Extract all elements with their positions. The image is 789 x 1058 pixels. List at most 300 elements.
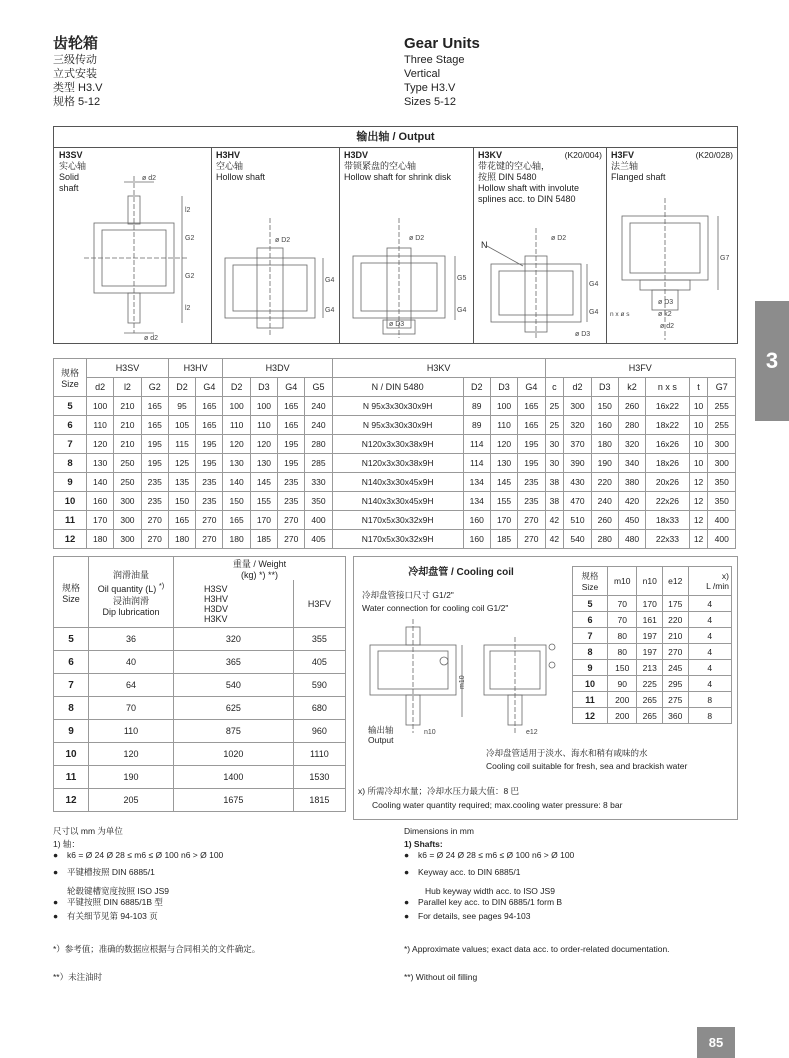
- page-title-cn: 齿轮箱: [53, 35, 99, 52]
- table-cell: 205: [89, 789, 174, 812]
- variant-en-2: splines acc. to DIN 5480: [478, 194, 576, 204]
- group-h3kv: H3KV: [332, 359, 545, 378]
- table-cell: 220: [591, 473, 618, 492]
- table-row: [573, 676, 732, 692]
- h3fv-drawing: [608, 192, 736, 342]
- page-number: 85: [697, 1027, 735, 1058]
- table-cell: 320: [564, 416, 591, 435]
- table-cell: 350: [305, 492, 332, 511]
- table-cell: 225: [637, 676, 663, 692]
- label-g2-top: G2: [185, 235, 195, 242]
- table-cell: 170: [250, 511, 277, 530]
- note-en: Cooling water quantity required; max.cooling water pressure: 8 bar: [372, 800, 623, 810]
- fn-en-b4: For details, see pages 94-103: [418, 911, 531, 921]
- table-cell: 150: [591, 397, 618, 416]
- table-row: [54, 720, 346, 743]
- table-cell: N120x3x30x38x9H: [332, 454, 463, 473]
- table-cell: 4: [688, 596, 731, 612]
- table-cell: 30: [545, 454, 564, 473]
- table-cell: 255: [708, 397, 736, 416]
- oil-note: *): [158, 580, 165, 590]
- note-cn: x) 所需冷却水量；冷却水压力最大值：8 巴: [358, 786, 520, 796]
- size-cell: 8: [573, 644, 608, 660]
- table-cell: 400: [708, 530, 736, 549]
- fn-cn-star2: **）未注油时: [53, 972, 103, 982]
- table-cell: 80: [608, 628, 637, 644]
- fn-en-b1: k6 = Ø 24 Ø 28 ≤ m6 ≤ Ø 100 n6 > Ø 100: [418, 850, 575, 860]
- table-row: [573, 628, 732, 644]
- table-cell: 540: [564, 530, 591, 549]
- table-cell: N140x3x30x45x9H: [332, 492, 463, 511]
- table-cell: 110: [87, 416, 114, 435]
- table-cell: 197: [637, 644, 663, 660]
- column-header: G5: [305, 378, 332, 397]
- table-cell: 210: [114, 416, 141, 435]
- table-cell: 150: [168, 492, 195, 511]
- table-cell: 420: [618, 492, 645, 511]
- table-cell: 265: [637, 708, 663, 724]
- table-cell: 405: [293, 651, 345, 674]
- table-cell: 165: [196, 416, 223, 435]
- oil-en: Oil quantity (L): [97, 583, 157, 594]
- table-cell: 405: [305, 530, 332, 549]
- table-cell: 185: [490, 530, 517, 549]
- fn-en-b3: Parallel key acc. to DIN 6885/1 form B: [418, 897, 563, 907]
- size-cell: 9: [573, 660, 608, 676]
- table-row: [54, 766, 346, 789]
- column-header: G7: [708, 378, 736, 397]
- fn-en-shaft-hdr: 1) Shafts:: [404, 839, 443, 849]
- table-cell: 100: [250, 397, 277, 416]
- table-cell: 300: [708, 435, 736, 454]
- variant-h3kv: [473, 148, 607, 343]
- variant-cn: 法兰轴: [611, 161, 639, 171]
- table-cell: 250: [114, 473, 141, 492]
- subtitle-cn-2: 立式安装: [53, 68, 97, 80]
- weight-body: [54, 628, 346, 812]
- table-cell: 235: [278, 473, 305, 492]
- table-row: [54, 674, 346, 697]
- table-cell: 165: [278, 416, 305, 435]
- variant-code: (K20/004): [564, 150, 602, 160]
- table-row: [54, 530, 736, 549]
- table-cell: 540: [174, 674, 294, 697]
- table-cell: 1110: [293, 743, 345, 766]
- label-D2: ø D2: [409, 235, 425, 242]
- weight-header: [174, 557, 346, 581]
- table-row: [54, 416, 736, 435]
- weight-title: 重量 / Weight: [232, 559, 287, 569]
- size-en: Size: [62, 593, 80, 604]
- table-cell: 160: [463, 530, 490, 549]
- col-b-header: H3FV: [293, 580, 345, 628]
- table-cell: 130: [87, 454, 114, 473]
- table-row: [54, 397, 736, 416]
- table-cell: 8: [688, 692, 731, 708]
- table-cell: 175: [663, 596, 689, 612]
- size-en: Size: [581, 582, 599, 592]
- size-cell: 5: [54, 628, 89, 651]
- variant-en-2: shaft: [59, 183, 79, 193]
- table-cell: 165: [141, 397, 168, 416]
- cooling-title: 冷却盘管 / Cooling coil: [408, 567, 514, 578]
- table-row: [54, 511, 736, 530]
- table-cell: 430: [564, 473, 591, 492]
- table-cell: 590: [293, 674, 345, 697]
- column-header: D3: [490, 378, 517, 397]
- table-cell: 40: [89, 651, 174, 674]
- variant-name: H3FV: [611, 150, 635, 160]
- table-cell: N140x3x30x45x9H: [332, 473, 463, 492]
- size-cell: 6: [54, 651, 89, 674]
- table-cell: 450: [618, 511, 645, 530]
- table-cell: 165: [518, 397, 545, 416]
- table-row: [573, 660, 732, 676]
- variant-name: H3DV: [344, 150, 369, 160]
- size-cell: 11: [573, 692, 608, 708]
- column-header: N / DIN 5480: [332, 378, 463, 397]
- output-section: [53, 126, 738, 344]
- table-cell: 200: [608, 692, 637, 708]
- label-g7: G7: [720, 255, 730, 262]
- table-cell: 270: [278, 511, 305, 530]
- weight-table: [53, 556, 346, 812]
- table-cell: 170: [87, 511, 114, 530]
- variant-cn: 带锁紧盘的空心轴: [344, 161, 417, 171]
- table-cell: 285: [305, 454, 332, 473]
- table-cell: 180: [87, 530, 114, 549]
- fn-cn-units: 尺寸以 mm 为单位: [53, 826, 123, 836]
- label-d2: ø d2: [660, 323, 675, 330]
- table-cell: 120: [223, 435, 250, 454]
- table-cell: 161: [637, 612, 663, 628]
- label-g5: G5: [457, 275, 467, 282]
- table-cell: 220: [663, 612, 689, 628]
- label-l2-bottom: l2: [185, 305, 191, 312]
- table-cell: 38: [545, 473, 564, 492]
- column-header: G4: [518, 378, 545, 397]
- table-cell: 134: [463, 473, 490, 492]
- size-header: [573, 567, 608, 596]
- footnotes-en: Dimensions in mm 1) Shafts: ● k6 = Ø 24 Ø 28 ≤ m6 ≤ Ø 100 n6 > Ø 100 ● Keyway acc. to DIN 6885/1 Hub keyway width acc. to ISO JS9 ● Parallel key acc. to DIN 6885/1 form B ● For details, see pages 94-103 *) Approximate values; exact data acc. to order-related documentation. **) Without oil filling: [404, 826, 670, 982]
- size-cell: 8: [54, 697, 89, 720]
- label-d2-top: ø d2: [142, 175, 157, 182]
- table-cell: 150: [223, 492, 250, 511]
- table-cell: 25: [545, 416, 564, 435]
- table-cell: 300: [564, 397, 591, 416]
- cooling-drawing: [358, 617, 568, 735]
- size-cell: 11: [54, 511, 87, 530]
- table-cell: 165: [223, 511, 250, 530]
- table-cell: 120: [87, 435, 114, 454]
- dimensions-table: [53, 358, 736, 549]
- size-cell: 10: [54, 743, 89, 766]
- group-h3fv: H3FV: [545, 359, 736, 378]
- table-cell: 10: [689, 454, 708, 473]
- table-cell: N 95x3x30x30x9H: [332, 416, 463, 435]
- table-cell: 120: [250, 435, 277, 454]
- size-header: [54, 557, 89, 628]
- table-cell: 210: [114, 397, 141, 416]
- table-cell: 235: [518, 473, 545, 492]
- column-header: D2: [463, 378, 490, 397]
- table-cell: 195: [278, 454, 305, 473]
- table-cell: 195: [196, 454, 223, 473]
- table-cell: 330: [305, 473, 332, 492]
- fn-cn-shaft-hdr: 1) 轴：: [53, 839, 80, 849]
- variant-name: H3SV: [59, 150, 83, 160]
- table-cell: 16x22: [646, 397, 689, 416]
- table-cell: 320: [174, 628, 294, 651]
- column-header: G4: [196, 378, 223, 397]
- table-cell: 110: [89, 720, 174, 743]
- table-cell: 140: [87, 473, 114, 492]
- variant-h3fv: [606, 148, 737, 343]
- table-cell: 625: [174, 697, 294, 720]
- label-e12: e12: [526, 729, 538, 735]
- label-D2: ø D2: [551, 235, 567, 242]
- col-a-3: H3DV: [204, 603, 229, 614]
- subtitle-cn-1: 三级传动: [53, 54, 97, 66]
- size-cell: 10: [54, 492, 87, 511]
- table-cell: 480: [618, 530, 645, 549]
- table-cell: 95: [168, 397, 195, 416]
- table-cell: 875: [174, 720, 294, 743]
- column-header: t: [689, 378, 708, 397]
- size-cn: 规格: [581, 571, 599, 581]
- variant-en: Hollow shaft with involute: [478, 183, 580, 193]
- table-cell: 195: [141, 454, 168, 473]
- table-cell: 100: [223, 397, 250, 416]
- table-cell: 150: [608, 660, 637, 676]
- table-cell: 235: [141, 473, 168, 492]
- variant-cn: 实心轴: [59, 161, 87, 171]
- conn-cn: 冷却盘管接口尺寸 G1/2": [362, 590, 454, 600]
- table-cell: 4: [688, 612, 731, 628]
- fn-en-b2: Keyway acc. to DIN 6885/1: [418, 867, 521, 877]
- fn-cn-b2: 平键槽按照 DIN 6885/1: [67, 867, 155, 877]
- table-cell: 16x26: [646, 435, 689, 454]
- label-g4-top: G4: [589, 281, 599, 288]
- label-d2-bottom: ø d2: [144, 335, 159, 340]
- table-row: [54, 651, 346, 674]
- table-cell: 90: [608, 676, 637, 692]
- group-h3sv: H3SV: [87, 359, 169, 378]
- fn-cn-b4: 有关细节见第 94-103 页: [67, 911, 158, 921]
- table-cell: 185: [250, 530, 277, 549]
- variant-cn-2: 按照 DIN 5480: [478, 172, 537, 182]
- table-cell: 155: [490, 492, 517, 511]
- header-m10: m10: [608, 567, 637, 596]
- table-cell: N170x5x30x32x9H: [332, 530, 463, 549]
- header-en: [404, 34, 480, 109]
- table-cell: 165: [196, 397, 223, 416]
- table-cell: 170: [637, 596, 663, 612]
- table-cell: 36: [89, 628, 174, 651]
- size-cell: 6: [573, 612, 608, 628]
- label-D3: ø D3: [658, 299, 674, 306]
- variant-h3dv: [339, 148, 474, 343]
- table-row: [573, 596, 732, 612]
- table-row: [54, 743, 346, 766]
- table-cell: 300: [114, 530, 141, 549]
- size-cell: 7: [54, 674, 89, 697]
- label-g2-bottom: G2: [185, 273, 195, 280]
- table-cell: 180: [168, 530, 195, 549]
- table-cell: 270: [196, 511, 223, 530]
- table-cell: 280: [618, 416, 645, 435]
- suit-cn: 冷却盘管适用于淡水、海水和稍有咸味的水: [486, 748, 648, 758]
- size-cell: 7: [573, 628, 608, 644]
- table-cell: 89: [463, 397, 490, 416]
- chapter-tab: 3: [755, 301, 789, 421]
- table-cell: 210: [114, 435, 141, 454]
- oil-cn: 润滑油量: [112, 569, 149, 580]
- page-title-en: Gear Units: [404, 35, 480, 52]
- table-cell: 12: [689, 492, 708, 511]
- table-cell: 165: [168, 511, 195, 530]
- column-header: c: [545, 378, 564, 397]
- size-cell: 7: [54, 435, 87, 454]
- table-cell: 280: [591, 530, 618, 549]
- table-cell: 265: [637, 692, 663, 708]
- table-cell: 1400: [174, 766, 294, 789]
- table-row: [54, 473, 736, 492]
- table-cell: 190: [591, 454, 618, 473]
- variant-h3hv: [211, 148, 340, 343]
- fn-en-units: Dimensions in mm: [404, 826, 474, 836]
- table-cell: 120: [89, 743, 174, 766]
- variant-code: (K20/028): [695, 150, 733, 160]
- table-cell: 300: [114, 492, 141, 511]
- column-header: d2: [564, 378, 591, 397]
- variant-cn: 空心轴: [216, 161, 244, 171]
- table-row: [54, 435, 736, 454]
- table-cell: 110: [250, 416, 277, 435]
- table-cell: 510: [564, 511, 591, 530]
- table-cell: 350: [708, 473, 736, 492]
- table-cell: 365: [174, 651, 294, 674]
- variant-en: Hollow shaft for shrink disk: [344, 172, 452, 182]
- variant-h3sv: [54, 148, 212, 343]
- table-cell: 130: [490, 454, 517, 473]
- size-header: [54, 359, 87, 397]
- dip-en: Dip lubrication: [102, 606, 160, 617]
- table-cell: 680: [293, 697, 345, 720]
- table-cell: 4: [688, 628, 731, 644]
- oil-header: [89, 557, 174, 628]
- header-cn: [53, 34, 103, 109]
- h3sv-drawing: [64, 168, 209, 340]
- table-cell: 18x26: [646, 454, 689, 473]
- weight-unit: (kg) *) **): [240, 570, 278, 580]
- table-cell: 100: [490, 397, 517, 416]
- table-cell: 160: [591, 416, 618, 435]
- table-cell: 42: [545, 530, 564, 549]
- table-cell: 380: [618, 473, 645, 492]
- table-row: [54, 454, 736, 473]
- table-cell: 42: [545, 511, 564, 530]
- table-row: [54, 697, 346, 720]
- size-cn: 规格: [61, 582, 80, 593]
- table-cell: N 95x3x30x30x9H: [332, 397, 463, 416]
- table-cell: 160: [87, 492, 114, 511]
- flow-note: x): [721, 571, 729, 581]
- table-cell: 4: [688, 676, 731, 692]
- table-cell: 197: [637, 628, 663, 644]
- table-cell: 195: [196, 435, 223, 454]
- table-cell: 8: [688, 708, 731, 724]
- table-cell: 1675: [174, 789, 294, 812]
- header-e12: e12: [663, 567, 689, 596]
- table-cell: 25: [545, 397, 564, 416]
- label-g4-bottom: G4: [325, 307, 335, 314]
- size-en: Size: [61, 379, 79, 389]
- table-cell: 400: [708, 511, 736, 530]
- table-cell: 140: [223, 473, 250, 492]
- table-cell: 114: [463, 454, 490, 473]
- label-nxs: n x ø s: [610, 311, 630, 318]
- table-cell: 340: [618, 454, 645, 473]
- table-cell: 240: [591, 492, 618, 511]
- output-label: [368, 725, 394, 745]
- table-cell: 235: [518, 492, 545, 511]
- table-cell: 320: [618, 435, 645, 454]
- variant-en: Flanged shaft: [611, 172, 666, 182]
- col-a-1: H3SV: [204, 583, 228, 594]
- table-row: [54, 789, 346, 812]
- table-cell: 960: [293, 720, 345, 743]
- table-cell: 195: [141, 435, 168, 454]
- table-cell: 260: [618, 397, 645, 416]
- table-cell: 89: [463, 416, 490, 435]
- table-cell: 4: [688, 644, 731, 660]
- variant-name: H3HV: [216, 150, 241, 160]
- table-cell: 180: [591, 435, 618, 454]
- group-h3dv: H3DV: [223, 359, 332, 378]
- label-l2-top: l2: [185, 207, 191, 214]
- size-cell: 9: [54, 473, 87, 492]
- table-cell: 145: [250, 473, 277, 492]
- column-header: l2: [114, 378, 141, 397]
- table-cell: 250: [114, 454, 141, 473]
- group-h3hv: H3HV: [168, 359, 223, 378]
- size-cell: 12: [54, 530, 87, 549]
- table-cell: 165: [141, 416, 168, 435]
- cooling-table: [572, 566, 732, 724]
- table-cell: 20x26: [646, 473, 689, 492]
- size-cell: 12: [573, 708, 608, 724]
- flow-unit: L /min: [706, 581, 729, 591]
- subtitle-cn-3: 类型 H3.V: [53, 82, 103, 94]
- table-cell: 70: [608, 612, 637, 628]
- table-cell: 210: [663, 628, 689, 644]
- subtitle-en-1: Three Stage: [404, 54, 465, 66]
- subtitle-en-4: Sizes 5-12: [404, 96, 456, 108]
- table-cell: 300: [114, 511, 141, 530]
- fn-cn-b3: 平键按照 DIN 6885/1B 型: [67, 897, 163, 907]
- column-header: D2: [168, 378, 195, 397]
- column-header: n x s: [646, 378, 689, 397]
- table-cell: 390: [564, 454, 591, 473]
- table-cell: 70: [89, 697, 174, 720]
- label-m10: m10: [459, 675, 466, 689]
- size-cell: 5: [54, 397, 87, 416]
- label-D2: ø D2: [275, 237, 291, 244]
- table-cell: 170: [490, 511, 517, 530]
- column-header: d2: [87, 378, 114, 397]
- table-cell: 195: [518, 454, 545, 473]
